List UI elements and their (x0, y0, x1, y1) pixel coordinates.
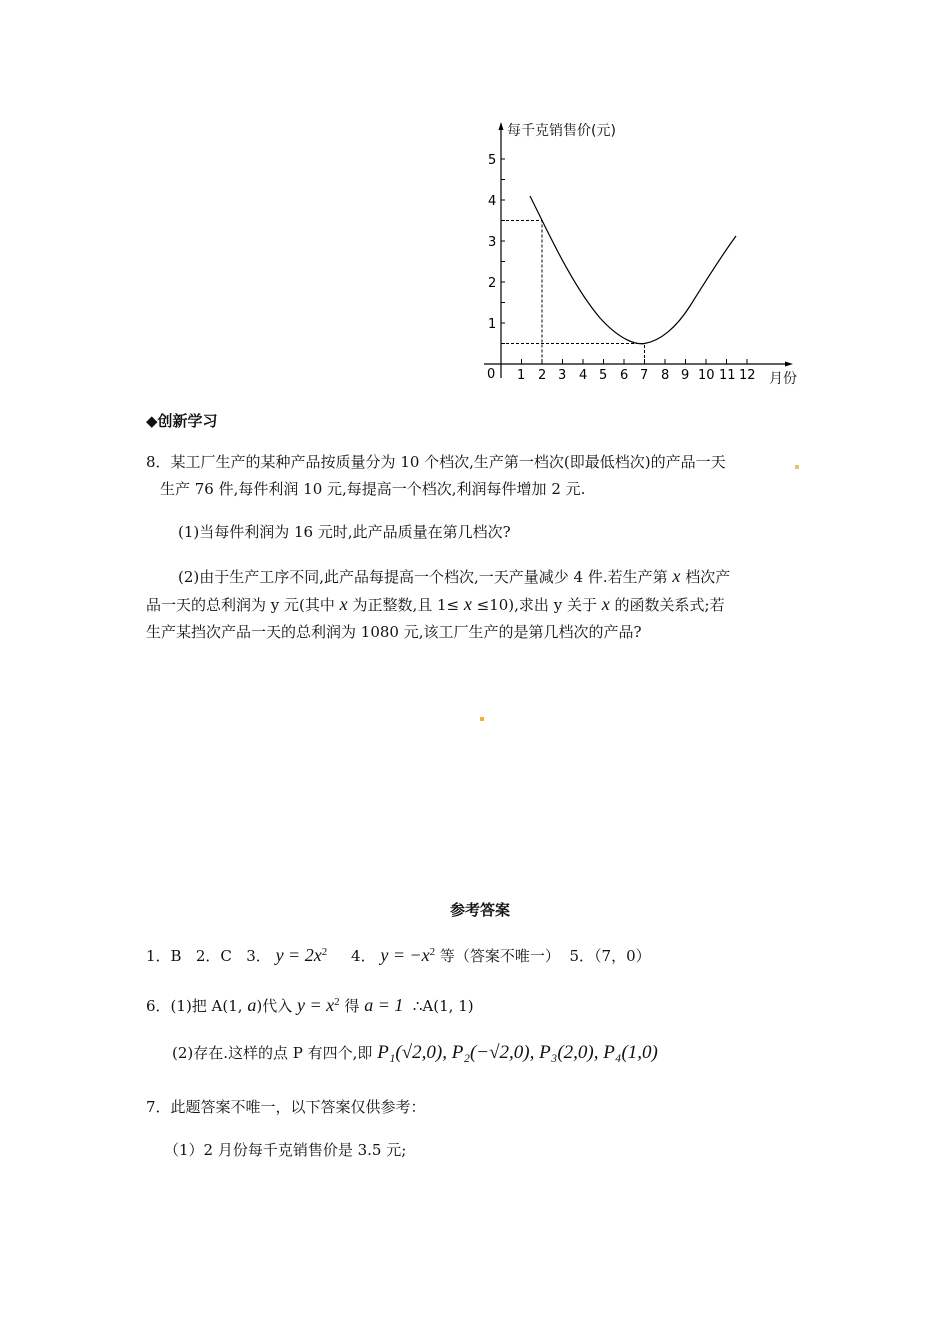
y-tick-label: 4 (488, 194, 497, 209)
problem-8-question-1: (1)当每件利润为 16 元时,此产品质量在第几档次? (178, 523, 511, 541)
origin-label: 0 (487, 367, 496, 382)
price-chart-svg (478, 112, 818, 392)
variable-x: x (601, 594, 610, 614)
svg-text:9: 9 (681, 368, 690, 383)
problem-8-line-2: 生产 76 件,每件利润 10 元,每提高一个档次,利润每件增加 2 元. (160, 480, 586, 498)
edit-mark (480, 717, 484, 721)
svg-text:5: 5 (599, 368, 608, 383)
answers-title: 参考答案 (450, 901, 511, 919)
variable-x: x (463, 594, 472, 614)
svg-text:3: 3 (558, 368, 567, 383)
svg-text:6: 6 (620, 368, 629, 383)
points-p1-p4: P₁(√2,0), P₂(−√2,0), P₃(2,0), P₄(1,0) (377, 1042, 658, 1063)
price-chart (478, 112, 818, 392)
edit-mark (795, 465, 799, 469)
svg-text:11: 11 (719, 368, 736, 383)
x-axis-label: 月份 (769, 371, 797, 387)
svg-text:7: 7 (640, 368, 649, 383)
x-axis-arrow-icon (785, 362, 793, 367)
section-title: ◆创新学习 (146, 412, 218, 430)
y-axis-label: 每千克销售价(元) (507, 123, 616, 139)
svg-text:10: 10 (698, 368, 715, 383)
answers-row-6-part-2: (2)存在.这样的点 P 有四个,即 P₁(√2,0), P₂(−√2,0), P₃(2,0), P₄(1,0) (172, 1042, 658, 1063)
problem-8-question-2-line-1: (2)由于生产工序不同,此产品每提高一个档次,一天产量减少 4 件.若生产第 x 档次产 (178, 566, 731, 586)
svg-text:1: 1 (517, 368, 526, 383)
svg-text:8: 8 (661, 368, 670, 383)
problem-8-question-2-line-2: 品一天的总利润为 y 元(其中 x 为正整数,且 1≤ x ≤10),求出 y 关于 x 的函数关系式;若 (146, 594, 725, 614)
answers-row-7: 7．此题答案不唯一，以下答案仅供参考： (146, 1098, 426, 1116)
y-axis-arrow-icon (499, 122, 504, 130)
svg-text:4: 4 (579, 368, 588, 383)
svg-text:12: 12 (739, 368, 756, 383)
answer-3-expression: y = 2x (275, 945, 322, 965)
answer-4-expression: y = −x (380, 945, 430, 965)
y-tick-label: 1 (488, 317, 497, 332)
variable-x: x (339, 594, 348, 614)
variable-x: x (672, 566, 681, 586)
answers-row-6: 6．(1)把 A(1, a)代入 $y = x^2$ 得 a = 1 ∴A(1, 1) (146, 995, 474, 1015)
problem-8-question-2-line-3: 生产某挡次产品一天的总利润为 1080 元,该工厂生产的是第几档次的产品? (146, 623, 642, 641)
dashed-guides (501, 221, 645, 365)
problem-8-line-1: 8．某工厂生产的某种产品按质量分为 10 个档次,生产第一档次(即最低档次)的产品一天 (146, 453, 726, 471)
y-tick-label: 2 (488, 276, 497, 291)
svg-text:2: 2 (538, 368, 547, 383)
y-tick-label: 5 (488, 153, 497, 168)
answers-row-7-part-1: （1）2 月份每千克销售价是 3.5 元; (164, 1141, 407, 1159)
price-curve (530, 196, 736, 344)
answers-row-1: 1．B 2．C 3． $y = 2x^2$ 4． $y = -x^2$ 等（答案不唯一） 5．（7，0） (146, 945, 651, 965)
y-tick-label: 3 (488, 235, 497, 250)
